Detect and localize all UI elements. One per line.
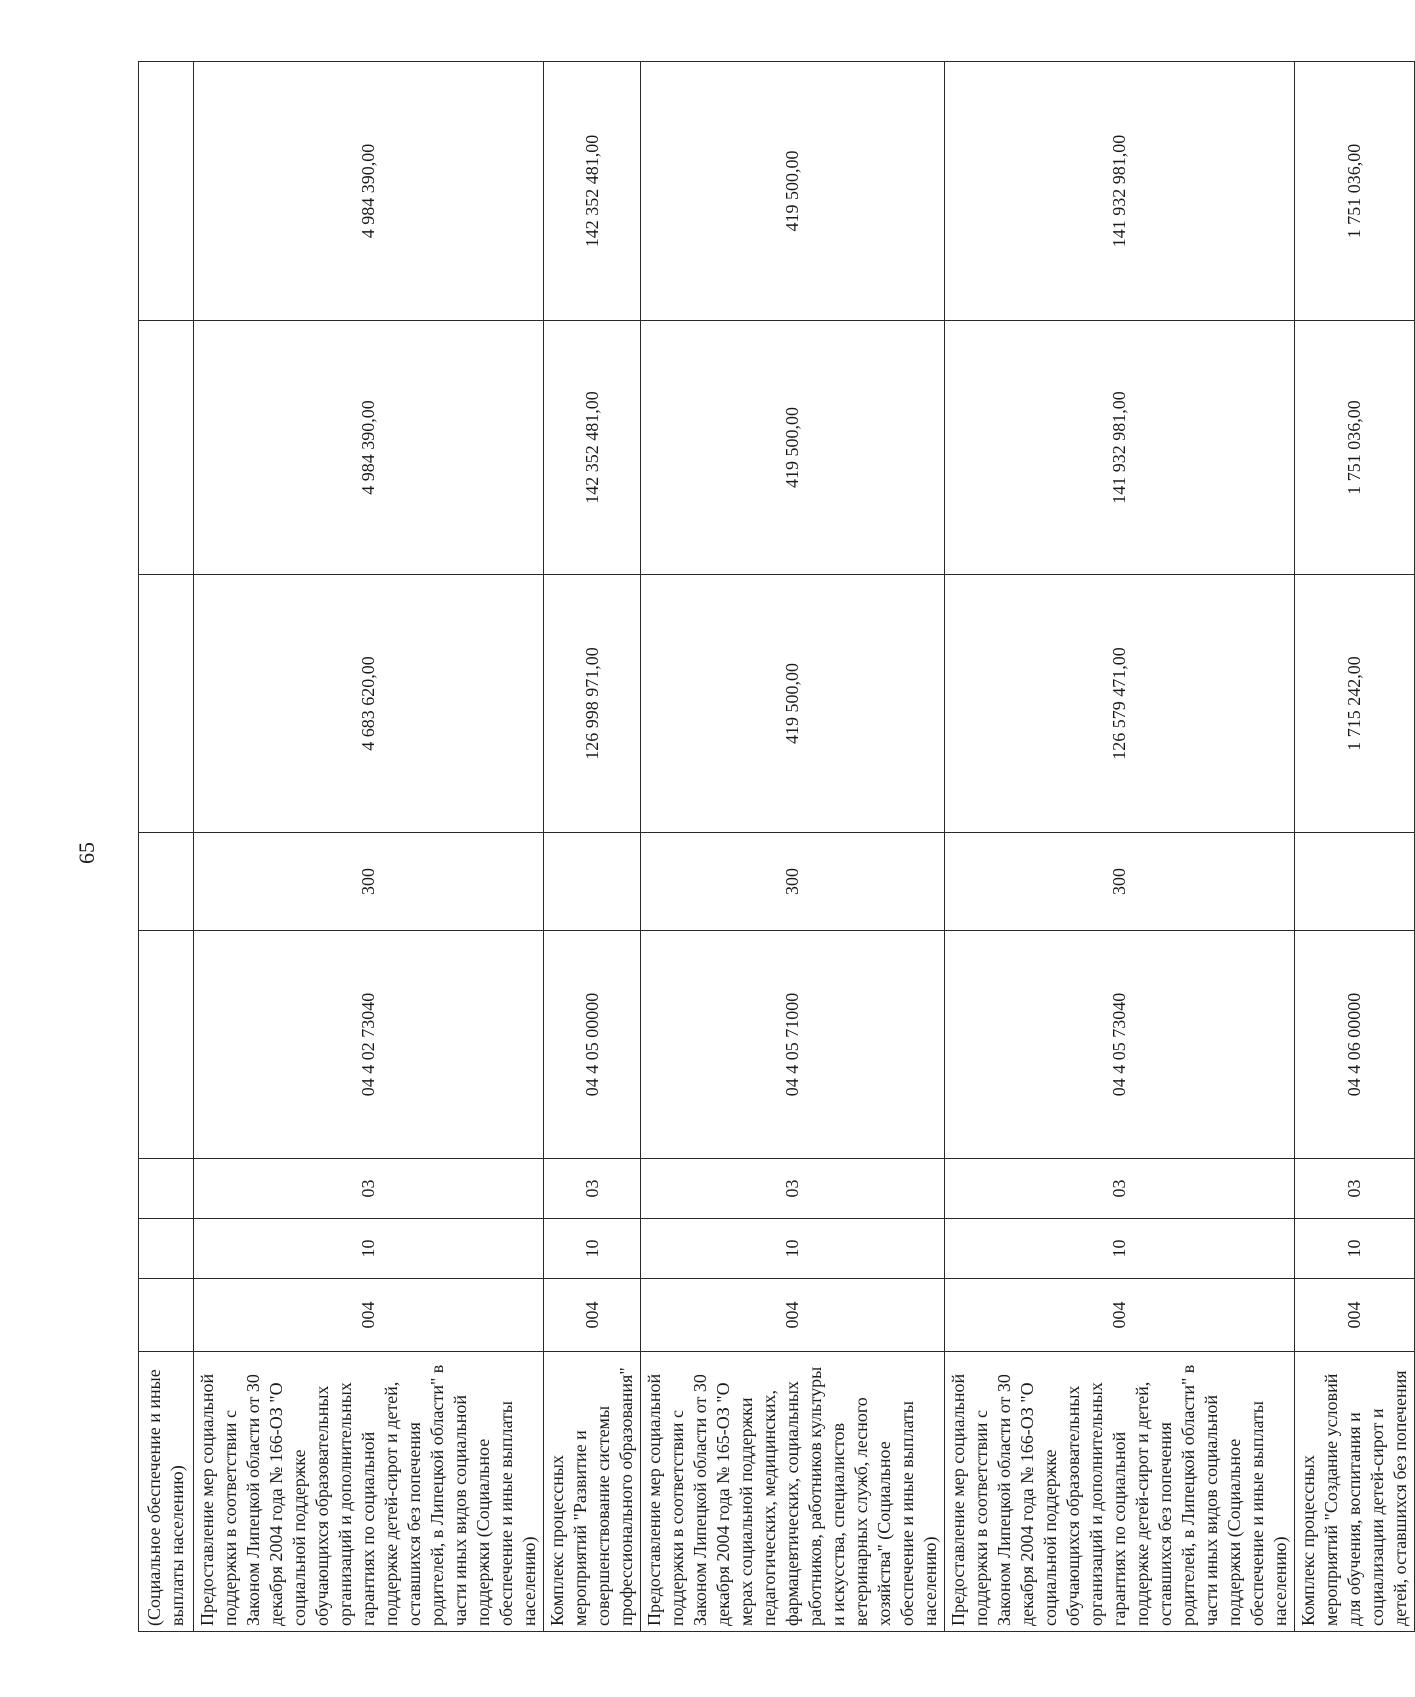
section-code: 10 bbox=[194, 1219, 544, 1279]
subsection-code: 03 bbox=[945, 1159, 1295, 1219]
target-article-code bbox=[139, 931, 194, 1159]
amount-year-1: 126 998 971,00 bbox=[544, 575, 641, 833]
target-article-code: 04 4 05 73040 bbox=[945, 931, 1295, 1159]
subsection-code: 03 bbox=[1295, 1159, 1415, 1219]
rotated-page-content bbox=[138, 62, 1410, 1632]
section-code: 10 bbox=[1295, 1219, 1415, 1279]
section-code: 10 bbox=[544, 1219, 641, 1279]
ministry-code: 004 bbox=[194, 1279, 544, 1352]
row-description: Предоставление мер социальной поддержки в соответствии с Законом Липецкой области от 30 декабря 2004 года № 166-ОЗ "О социальной поддержке обучающихся образовательных организаций и дополнительных гарантиях по социальной поддержке детей-сирот и детей, оставшихся без попечения родителей, в Липецкой области" в части иных видов социальной поддержки (Социальное обеспечение и иные выплаты населению) bbox=[194, 1352, 544, 1632]
expense-type-code: 300 bbox=[194, 833, 544, 931]
amount-year-3: 141 932 981,00 bbox=[945, 62, 1295, 321]
table-row bbox=[945, 62, 1295, 1632]
amount-year-1: 1 715 242,00 bbox=[1295, 575, 1415, 833]
amount-year-1: 4 683 620,00 bbox=[194, 575, 544, 833]
expense-type-code bbox=[544, 833, 641, 931]
ministry-code: 004 bbox=[1295, 1279, 1415, 1352]
ministry-code: 004 bbox=[641, 1279, 945, 1352]
subsection-code bbox=[139, 1159, 194, 1219]
subsection-code: 03 bbox=[194, 1159, 544, 1219]
table-row bbox=[641, 62, 945, 1632]
target-article-code: 04 4 02 73040 bbox=[194, 931, 544, 1159]
target-article-code: 04 4 05 71000 bbox=[641, 931, 945, 1159]
ministry-code bbox=[139, 1279, 194, 1352]
expense-type-code: 300 bbox=[641, 833, 945, 931]
expense-type-code bbox=[1295, 833, 1415, 931]
table-row bbox=[544, 62, 641, 1632]
expense-type-code bbox=[139, 833, 194, 931]
amount-year-1: 126 579 471,00 bbox=[945, 575, 1295, 833]
table-row bbox=[1295, 62, 1415, 1632]
amount-year-2: 4 984 390,00 bbox=[194, 321, 544, 575]
row-description: Предоставление мер социальной поддержки в соответствии с Законом Липецкой области от 30 декабря 2004 года № 166-ОЗ "О социальной поддержке обучающихся образовательных организаций и дополнительных гарантиях по социальной поддержке детей-сирот и детей, оставшихся без попечения родителей, в Липецкой области" в части иных видов социальной поддержки (Социальное обеспечение и иные выплаты населению) bbox=[945, 1352, 1295, 1632]
amount-year-3: 1 751 036,00 bbox=[1295, 62, 1415, 321]
section-code: 10 bbox=[945, 1219, 1295, 1279]
ministry-code: 004 bbox=[945, 1279, 1295, 1352]
row-description: Предоставление мер социальной поддержки в соответствии с Законом Липецкой области от 30 декабря 2004 года № 165-ОЗ "О мерах социальной поддержки педагогических, медицинских, фармацевтических, социальных работников, работников культуры и искусства, специалистов ветеринарных служб, лесного хозяйства" (Социальное обеспечение и иные выплаты населению) bbox=[641, 1352, 945, 1632]
amount-year-3: 419 500,00 bbox=[641, 62, 945, 321]
target-article-code: 04 4 06 00000 bbox=[1295, 931, 1415, 1159]
amount-year-2: 141 932 981,00 bbox=[945, 321, 1295, 575]
amount-year-2: 142 352 481,00 bbox=[544, 321, 641, 575]
amount-year-3 bbox=[139, 62, 194, 321]
section-code bbox=[139, 1219, 194, 1279]
subsection-code: 03 bbox=[544, 1159, 641, 1219]
amount-year-2 bbox=[139, 321, 194, 575]
expense-type-code: 300 bbox=[945, 833, 1295, 931]
row-description: (Социальное обеспечение и иные выплаты населению) bbox=[139, 1352, 194, 1632]
target-article-code: 04 4 05 00000 bbox=[544, 931, 641, 1159]
table-row bbox=[139, 62, 194, 1632]
amount-year-2: 419 500,00 bbox=[641, 321, 945, 575]
table-row bbox=[194, 62, 544, 1632]
page-number: 65 bbox=[74, 842, 99, 864]
amount-year-2: 1 751 036,00 bbox=[1295, 321, 1415, 575]
ministry-code: 004 bbox=[544, 1279, 641, 1352]
budget-table bbox=[138, 61, 1415, 1632]
section-code: 10 bbox=[641, 1219, 945, 1279]
row-description: Комплекс процессных мероприятий "Развитие и совершенствование системы профессионального образования" bbox=[544, 1352, 641, 1632]
amount-year-1 bbox=[139, 575, 194, 833]
row-description: Комплекс процессных мероприятий "Создание условий для обучения, воспитания и социализации детей-сирот и детей, оставшихся без попечения bbox=[1295, 1352, 1415, 1632]
subsection-code: 03 bbox=[641, 1159, 945, 1219]
amount-year-3: 142 352 481,00 bbox=[544, 62, 641, 321]
amount-year-1: 419 500,00 bbox=[641, 575, 945, 833]
amount-year-3: 4 984 390,00 bbox=[194, 62, 544, 321]
